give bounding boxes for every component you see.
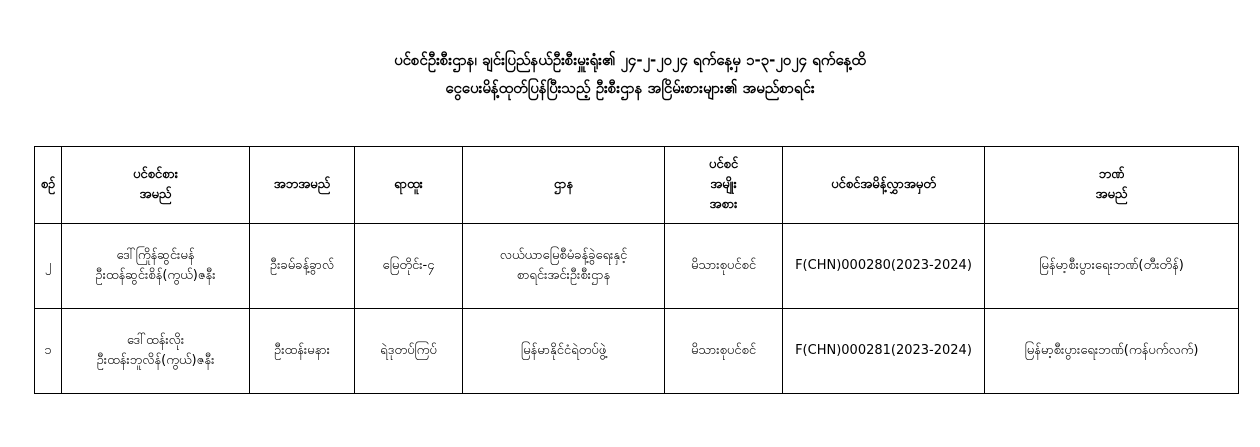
header-order-number: [783, 147, 985, 224]
document-title: ပင်စင်ဦးစီးဌာန၊ ချင်းပြည်နယ်ဦးစီးမှူးရုံး၏ ၂၄-၂-၂၀၂၄ ရက်နေ့မှ ၁-၃-၂၀၂၄ ရက်နေ့ထိ: [394, 51, 866, 69]
header-pension-type-line-2: အမျိုး: [710, 177, 737, 192]
header-serial-label: စဉ်: [40, 177, 56, 192]
cell-bank-name: မြန်မာ့စီးပွားရေးဘဏ်(ကန်ပက်လက်): [985, 309, 1239, 394]
cell-department-line-1: မြန်မာနိုင်ငံရဲတပ်ဖွဲ့: [520, 343, 607, 358]
table-header-row: [35, 147, 1239, 224]
header-pension-type: [665, 147, 783, 224]
cell-pensioner-name: [62, 224, 250, 309]
header-bank-name: [985, 147, 1239, 224]
cell-father-name: ဦးထန်းမနား: [250, 309, 355, 394]
header-father-name-label: အဘအမည်: [273, 177, 331, 192]
cell-order-number: F(CHN)000281(2023-2024): [783, 309, 985, 394]
table-row: [35, 309, 1239, 394]
document-subtitle: ငွေပေးမိန့်ထုတ်ပြန်ပြီးသည့် ဦးစီးဌာန အငြိမ်းစားများ၏ အမည်စာရင်း: [445, 79, 815, 97]
cell-pension-type: မိသားစုပင်စင်: [665, 224, 783, 309]
header-bank-name-line-1: ဘဏ်: [1098, 167, 1125, 182]
table-row: [35, 224, 1239, 309]
header-pension-type-line-3: အစား: [709, 197, 738, 212]
header-department-label: ဌာန: [553, 177, 574, 192]
header-rank-label: ရာထူး: [394, 177, 423, 192]
header-pensioner-name: [62, 147, 250, 224]
cell-bank-name: မြန်မာ့စီးပွားရေးဘဏ်(တီးတိန်): [985, 224, 1239, 309]
header-pensioner-name-line-1: ပင်စင်စား: [132, 167, 179, 182]
cell-order-number: F(CHN)000280(2023-2024): [783, 224, 985, 309]
cell-pensioner-name: [62, 309, 250, 394]
cell-pension-type: မိသားစုပင်စင်: [665, 309, 783, 394]
header-bank-name-line-2: အမည်: [1095, 187, 1128, 202]
header-order-number-label: ပင်စင်အမိန့်လွှာအမှတ်: [831, 177, 936, 192]
header-rank: [355, 147, 463, 224]
cell-rank: မြေတိုင်း-၄: [355, 224, 463, 309]
header-father-name: [250, 147, 355, 224]
pensioner-table: [34, 146, 1239, 394]
cell-father-name: ဦးခမ်ခန့်ခွာလ်: [250, 224, 355, 309]
cell-department-line-1: လယ်ယာမြေစီမံခန့်ခွဲရေးနှင့်: [499, 248, 628, 263]
header-department: [463, 147, 665, 224]
header-pension-type-line-1: ပင်စင်: [708, 157, 739, 172]
cell-serial: ၁: [35, 309, 62, 394]
cell-pensioner-name-line-1: ဒေါ်ထန်းလိုး: [126, 333, 185, 348]
cell-rank: ရဲဒုတပ်ကြပ်: [355, 309, 463, 394]
cell-department-line-2: စာရင်းအင်းဦးစီးဌာန: [516, 268, 611, 283]
cell-pensioner-name-line-1: ဒေါ်ကြိုန်ဆွင်းမန်: [116, 248, 195, 263]
cell-department: [463, 309, 665, 394]
cell-department: [463, 224, 665, 309]
cell-serial: ၂: [35, 224, 62, 309]
cell-pensioner-name-line-2: ဦးထန်းဘူလိန်(ကွယ်)ဇနီး: [96, 353, 215, 368]
header-pensioner-name-line-2: အမည်: [139, 187, 172, 202]
cell-pensioner-name-line-2: ဦးထန်ဆွင်းစိန်(ကွယ်)ဇနီး: [95, 268, 216, 283]
header-serial: [35, 147, 62, 224]
